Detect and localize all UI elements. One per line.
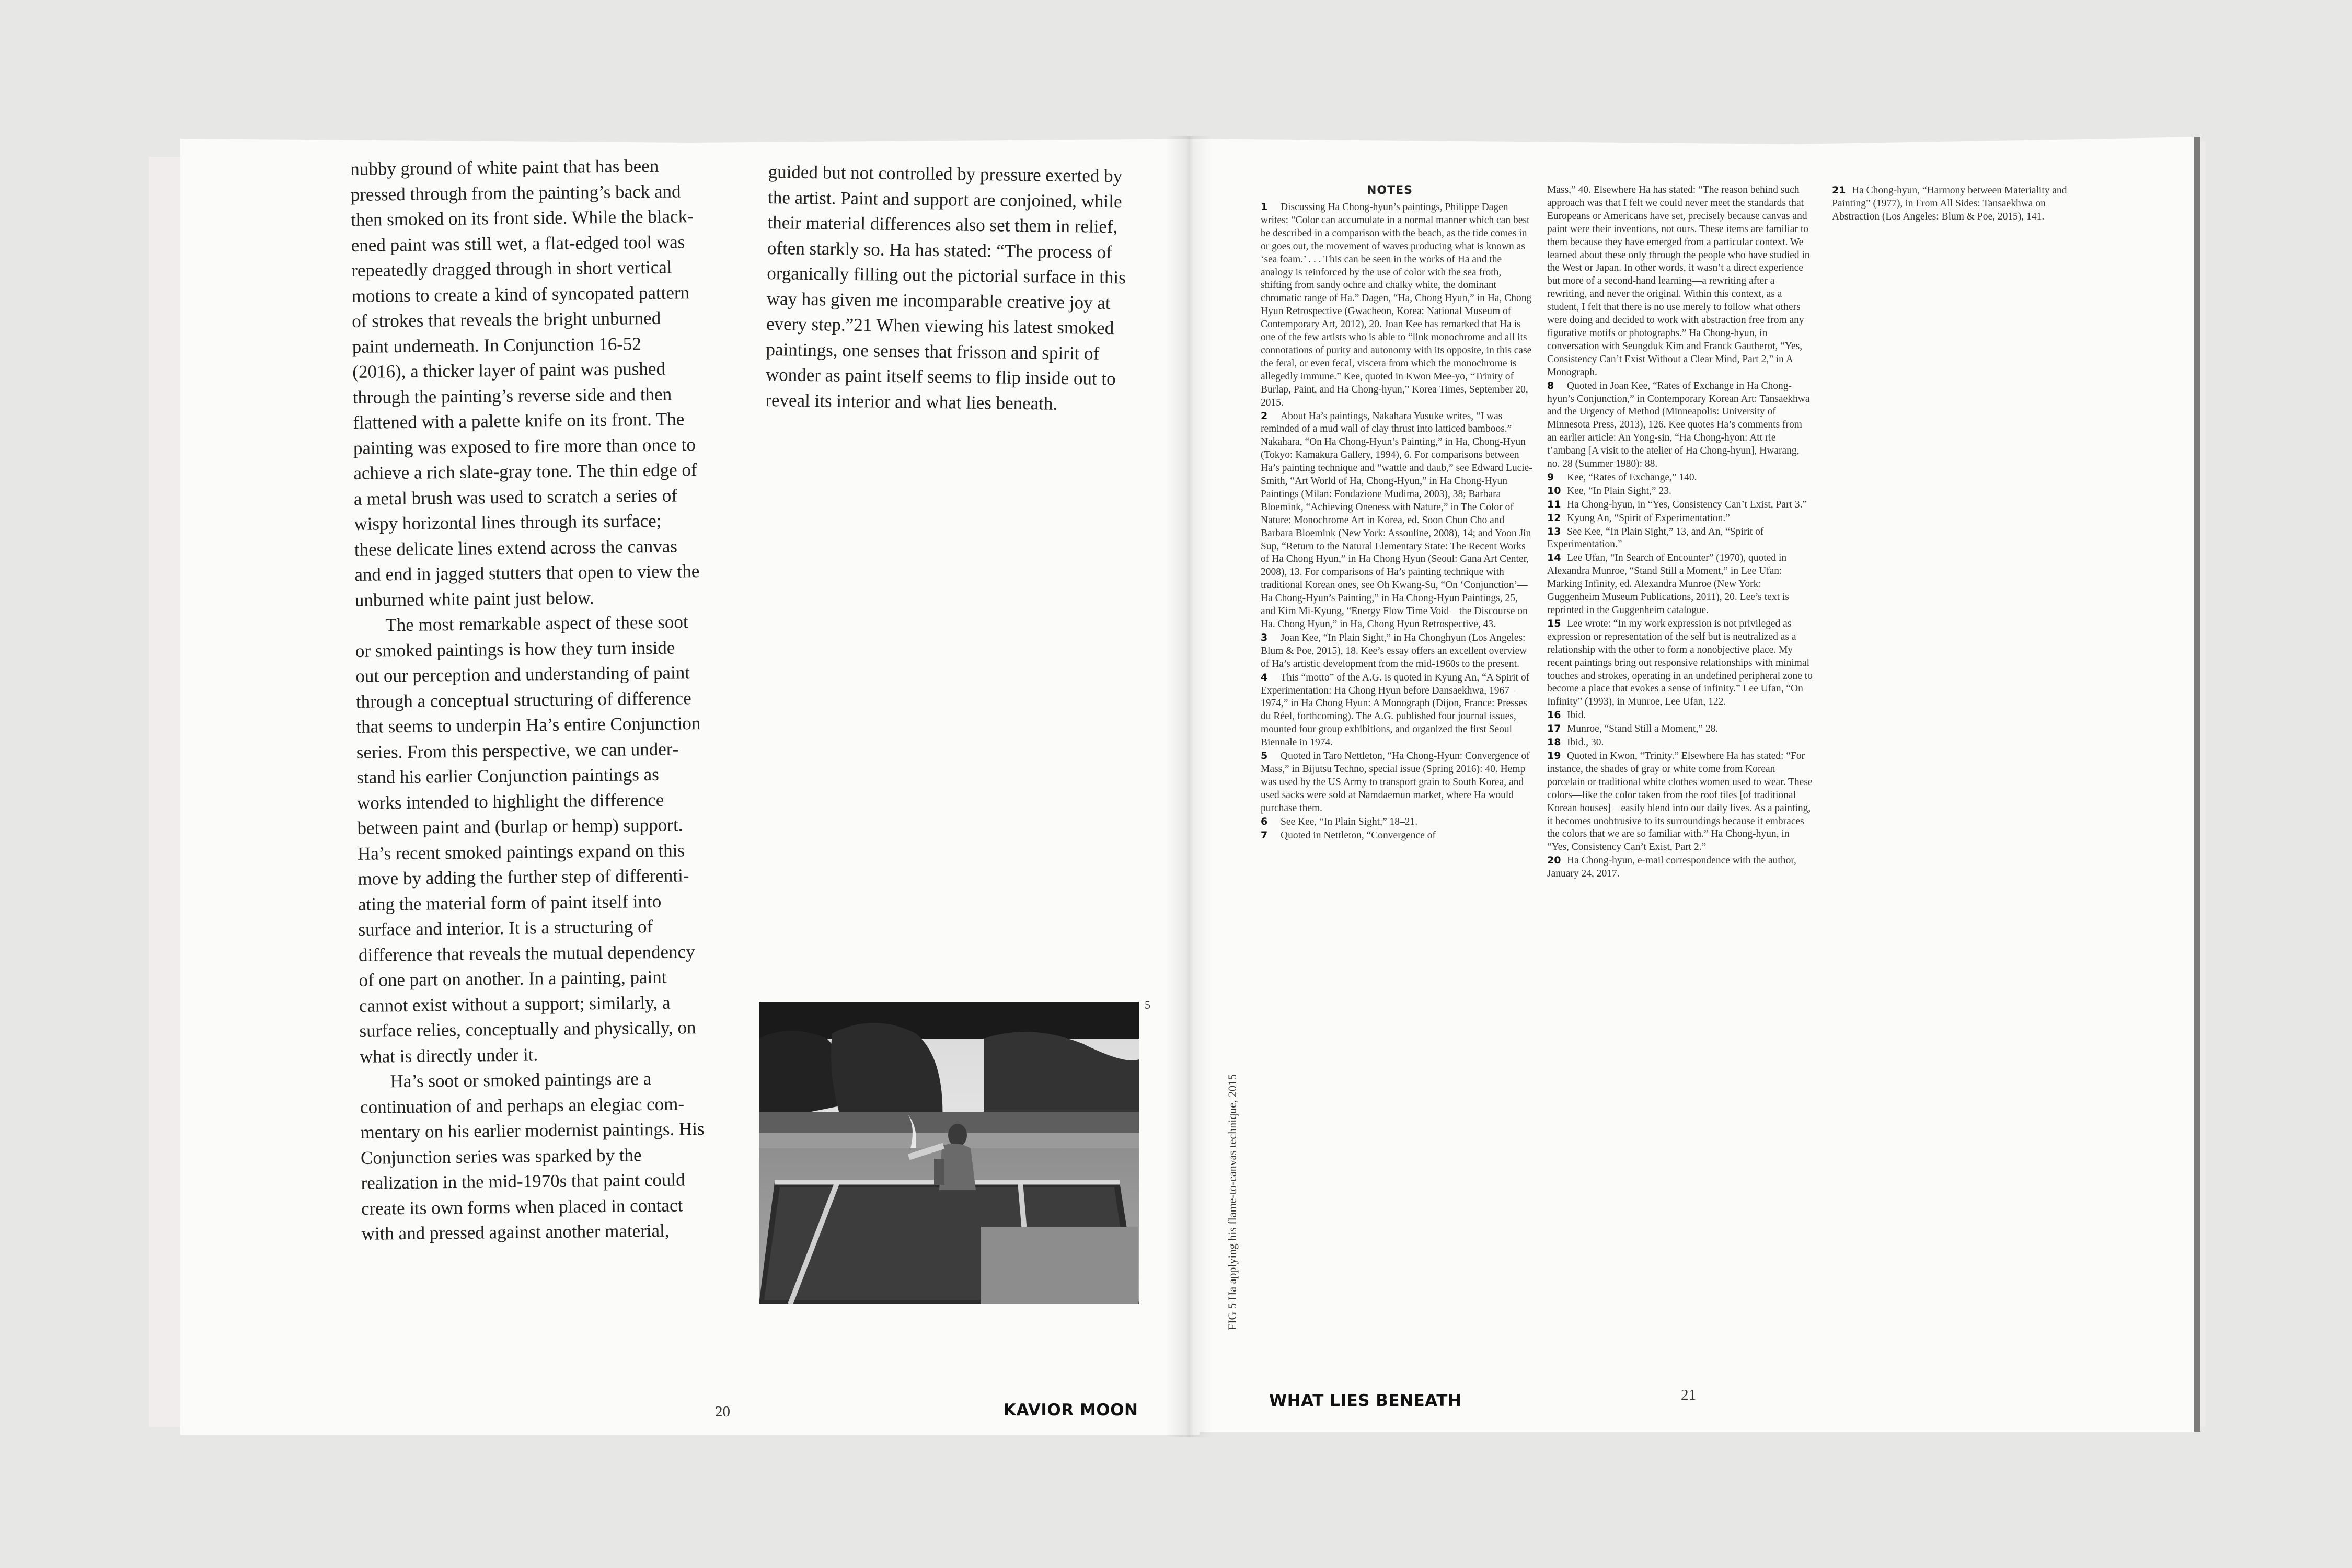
note-entry: 18 Ibid., 30. bbox=[1547, 736, 1604, 748]
body-paragraph: guided but not controlled by pressure exerted by the artist. Paint and support are conjoined, while their material differences also set them in relief, often starkly so. Ha has stated: “The process of organically filling out the pictorial surface in this way has given me incomparable creative joy at every step.”21 When viewing his latest smoked paintings, one senses that frisson and spirit of wonder as paint itself seems to flip inside out to reveal its interior and what lies beneath. bbox=[765, 161, 1126, 414]
figure-caption: FIG 5 Ha applying his flame-to-canvas technique, 2015 bbox=[1226, 1074, 1239, 1330]
note-entry: 10 Kee, “In Plain Sight,” 23. bbox=[1547, 485, 1671, 497]
left-page-number: 20 bbox=[715, 1403, 730, 1420]
right-page-number: 21 bbox=[1681, 1387, 1696, 1403]
notes-column-2 bbox=[1547, 184, 1814, 881]
body-column-1 bbox=[350, 153, 707, 1247]
body-paragraph: The most remarkable aspect of these soot or smoked paintings is how they turn inside out our perception and understanding of paint through a conceptual structuring of difference that seems to underpin Ha’s entire Conjunction series. From this perspective, we can understand his earlier Conjunction paintings as works intended to highlight the difference between paint and (burlap or hemp) support. Ha’s recent smoked paintings expand on this move by adding the further step of differentiating the material form of paint itself into surface and interior. It is a structuring of difference that reveals the mutual dependency of one part on another. In a painting, paint cannot exist without a support; similarly, a surface relies, conceptually and physically, on what is directly under it. bbox=[355, 612, 701, 1067]
note-entry: 9 Kee, “Rates of Exchange,” 140. bbox=[1547, 471, 1697, 483]
note-entry: 14 Lee Ufan, “In Search of Encounter” (1970), quoted in Alexandra Munroe, “Stand Still a Moment,” in Lee Ufan: Marking Infinity, ed. Alexandra Munroe (New York: Guggenheim Museum Publications, 2011), 20. Lee’s text is reprinted in the Guggenheim catalogue. bbox=[1547, 552, 1789, 616]
note-entry: 4 This “motto” of the A.G. is quoted in Kyung An, “A Spirit of Experimentation: Ha Chong Hyun before Dansaekhwa, 1967–1974,” in Ha Chong Hyun: A Monograph (Dijon, France: Presses du Réel, forthcoming). The A.G. published four journal issues, mounted four group exhibitions, and organized the first Seoul Biennale in 1974. bbox=[1261, 671, 1530, 748]
figure-number: 5 bbox=[1145, 998, 1150, 1011]
note-entry: 20 Ha Chong-hyun, e-mail correspondence with the author, January 24, 2017. bbox=[1547, 855, 1796, 880]
notes-heading: NOTES bbox=[1367, 184, 1413, 197]
note-entry: 15 Lee wrote: “In my work expression is not privileged as expression or representation of the self but is neutralized as a relationship with the other to form a nonobjective place. My recent paintings bring out responsive relationships with minimal touches and strokes, operating in an undefined peripheral zone to become a place that evokes a sense of infinity.” Lee Ufan, “On Infinity” (1993), in Munroe, Lee Ufan, 122. bbox=[1547, 617, 1813, 708]
note-entry: Mass,” 40. Elsewhere Ha has stated: “The reason behind such approach was that I felt we could never meet the standards that Europeans or Americans have set, precisely because canvas and paint were their inventions, not ours. These items are familiar to them because they have emerged from a particular context. We learned about these only through the people who have studied in the West or Japan. In other words, it wasn’t a direct experience but more of a second-hand learning—a rewriting after a rewriting, and never the original. Within this context, as a student, I felt that there is no use merely to follow what others were doing and decided to work with abstraction free from any figurative motifs or photographs.” Ha Chong-hyun, in conversation with Seungduk Kim and Franck Gautherot, “Yes, Consistency Can’t Exist Without a Clear Mind, Part 2,” in A Monograph. bbox=[1547, 185, 1810, 378]
note-entry: 17 Munroe, “Stand Still a Moment,” 28. bbox=[1547, 723, 1719, 735]
photo-artist-burning-canvas bbox=[759, 1002, 1139, 1304]
figure-photo bbox=[759, 1002, 1139, 1304]
note-entry: 7 Quoted in Nettleton, “Convergence of bbox=[1261, 829, 1436, 841]
note-entry: 1 Discussing Ha Chong-hyun’s paintings, Philippe Dagen writes: “Color can accumulate in a normal manner which can best be described in a comparison with the beach, as the tide comes in or goes out, the movement of waves producing what is known as ‘sea foam.’ . . . This can be seen in the works of Ha and the analogy is reinforced by the use of color with the sea froth, shifting from sandy ochre and chalky white, the dominant chromatic range of Ha.” Dagen, “Ha, Chong Hyun,” in Ha, Chong Hyun Retrospective (Gwacheon, Korea: National Museum of Contemporary Art, 2012), 20. Joan Kee has remarked that Ha is one of the few artists who is able to “link monochrome and all its connotations of purity and autonomy with its opposite, in this case the feral, or even fecal, viscera from which the monochrome is allegedly immune.” Kee, quoted in Kwon Mee-yo, “Trinity of Burlap, Paint, and Ha Chong-hyun,” Korea Times, September 20, 2015. bbox=[1261, 201, 1532, 408]
notes-column-1 bbox=[1261, 201, 1532, 842]
body-paragraph: Ha’s soot or smoked paintings are a continuation of and perhaps an elegiac commentary on his earlier modernist paintings. His Conjunction series was sparked by the realization in the mid-1970s that paint could create its own forms when placed in contact with and pressed against another material, bbox=[360, 1068, 705, 1244]
note-entry: 8 Quoted in Joan Kee, “Rates of Exchange in Ha Chong-hyun’s Conjunction,” in Contemporary Korean Art: Tansaekhwa and the Urgency of Method (Minneapolis: University of Minnesota Press, 2013), 126. Kee quotes Ha’s comments from an earlier article: An Yong-sin, “Ha Chong-hyon: Att rie t’ambang [A visit to the atelier of Ha Chong-hyun], Hwarang, no. 28 (Summer 1980): 88. bbox=[1547, 379, 1810, 470]
note-entry: 19 Quoted in Kwon, “Trinity.” Elsewhere Ha has stated: “For instance, the shades of gray or white come from Korean porcelain or traditional white clothes women used to wear. These colors—like the color taken from the roof tiles [of traditional Korean houses]—easily blend into our daily lives. As a painting, it becomes unobtrusive to its surroundings because it embraces the colors that we are so familiar with.” Ha Chong-hyun, in “Yes, Consistency Can’t Exist, Part 2.” bbox=[1547, 750, 1813, 853]
note-entry: 13 See Kee, “In Plain Sight,” 13, and An, “Spirit of Experimentation.” bbox=[1547, 525, 1764, 550]
body-paragraph: nubby ground of white paint that has been pressed through from the painting’s back and then smoked on its front side. While the blackened paint was still wet, a flat-edged tool was repeatedly dragged through in short vertical motions to create a kind of syncopated pattern of strokes that reveals the bright unburned paint underneath. In Conjunction 16-52 (2016), a thicker layer of paint was pushed through the painting’s reverse side and then flattened with a palette knife on its front. The painting was exposed to fire more than once to achieve a rich slate-gray tone. The thin edge of a metal brush was used to scratch a series of wispy horizontal lines through its surface; these delicate lines extend across the canvas and end in jagged stutters that open to view the unburned white paint just below. bbox=[350, 155, 700, 610]
note-entry: 5 Quoted in Taro Nettleton, “Ha Chong-Hyun: Convergence of Mass,” in Bijutsu Techno, special issue (Spring 2016): 40. Hemp was used by the US Army to transport grain to South Korea, and used sacks were sold at Namdaemun market, where Ha would purchase them. bbox=[1261, 750, 1530, 814]
body-column-2 bbox=[765, 159, 1145, 418]
right-running-head: WHAT LIES BENEATH bbox=[1269, 1391, 1462, 1410]
note-entry: 21 Ha Chong-hyun, “Harmony between Materiality and Painting” (1977), in From All Sides: Tansaekhwa on Abstraction (Los Angeles: Blum & Poe, 2015), 141. bbox=[1832, 185, 2067, 222]
note-entry: 2 About Ha’s paintings, Nakahara Yusuke writes, “I was reminded of a mud wall of clay thrust into latticed bamboos.” Nakahara, “On Ha Chong-Hyun’s Painting,” in Ha, Chong-Hyun (Tokyo: Kamakura Gallery, 1994), 6. For comparisons between Ha’s painting technique and “wattle and daub,” see Edward Lucie-Smith, “Art World of Ha, Chong-Hyun,” in Ha Chong-Hyun Paintings (Milan: Fondazione Mudima, 2003), 38; Barbara Bloemink, “Achieving Oneness with Nature,” in The Color of Nature: Monochrome Art in Korea, ed. Soon Chun Cho and Barbara Bloemink (New York: Assouline, 2008), 14; and Yoon Jin Sup, “Return to the Natural Elementary State: The Recent Works of Ha Chong Hyun,” in Ha Chong Hyun (Seoul: Gana Art Center, 2008), 13. For comparisons of Ha’s painting technique with traditional Korean ones, see Oh Kwang-Su, “On ‘Conjunction’—Ha Chong-Hyun’s Painting,” in Ha Chong-Hyun Paintings, 25, and Kim Mi-Kyung, “Energy Flow Time Void—the Discourse on Ha. Chong Hyun,” in Ha, Chong Hyun Retrospective, 43. bbox=[1261, 410, 1532, 630]
page-thickness bbox=[2194, 137, 2200, 1432]
note-entry: 6 See Kee, “In Plain Sight,” 18–21. bbox=[1261, 815, 1418, 827]
gutter-shadow bbox=[1166, 136, 1213, 1437]
notes-column-3 bbox=[1832, 184, 2083, 224]
note-entry: 16 Ibid. bbox=[1547, 709, 1586, 721]
left-running-head: KAVIOR MOON bbox=[1004, 1401, 1138, 1420]
note-entry: 12 Kyung An, “Spirit of Experimentation.” bbox=[1547, 512, 1730, 524]
note-entry: 11 Ha Chong-hyun, in “Yes, Consistency Can’t Exist, Part 3.” bbox=[1547, 498, 1807, 510]
note-entry: 3 Joan Kee, “In Plain Sight,” in Ha Chonghyun (Los Angeles: Blum & Poe, 2015), 18. Kee’s essay offers an excellent overview of Ha’s artistic development from the mid-1960s to the present. bbox=[1261, 631, 1527, 670]
